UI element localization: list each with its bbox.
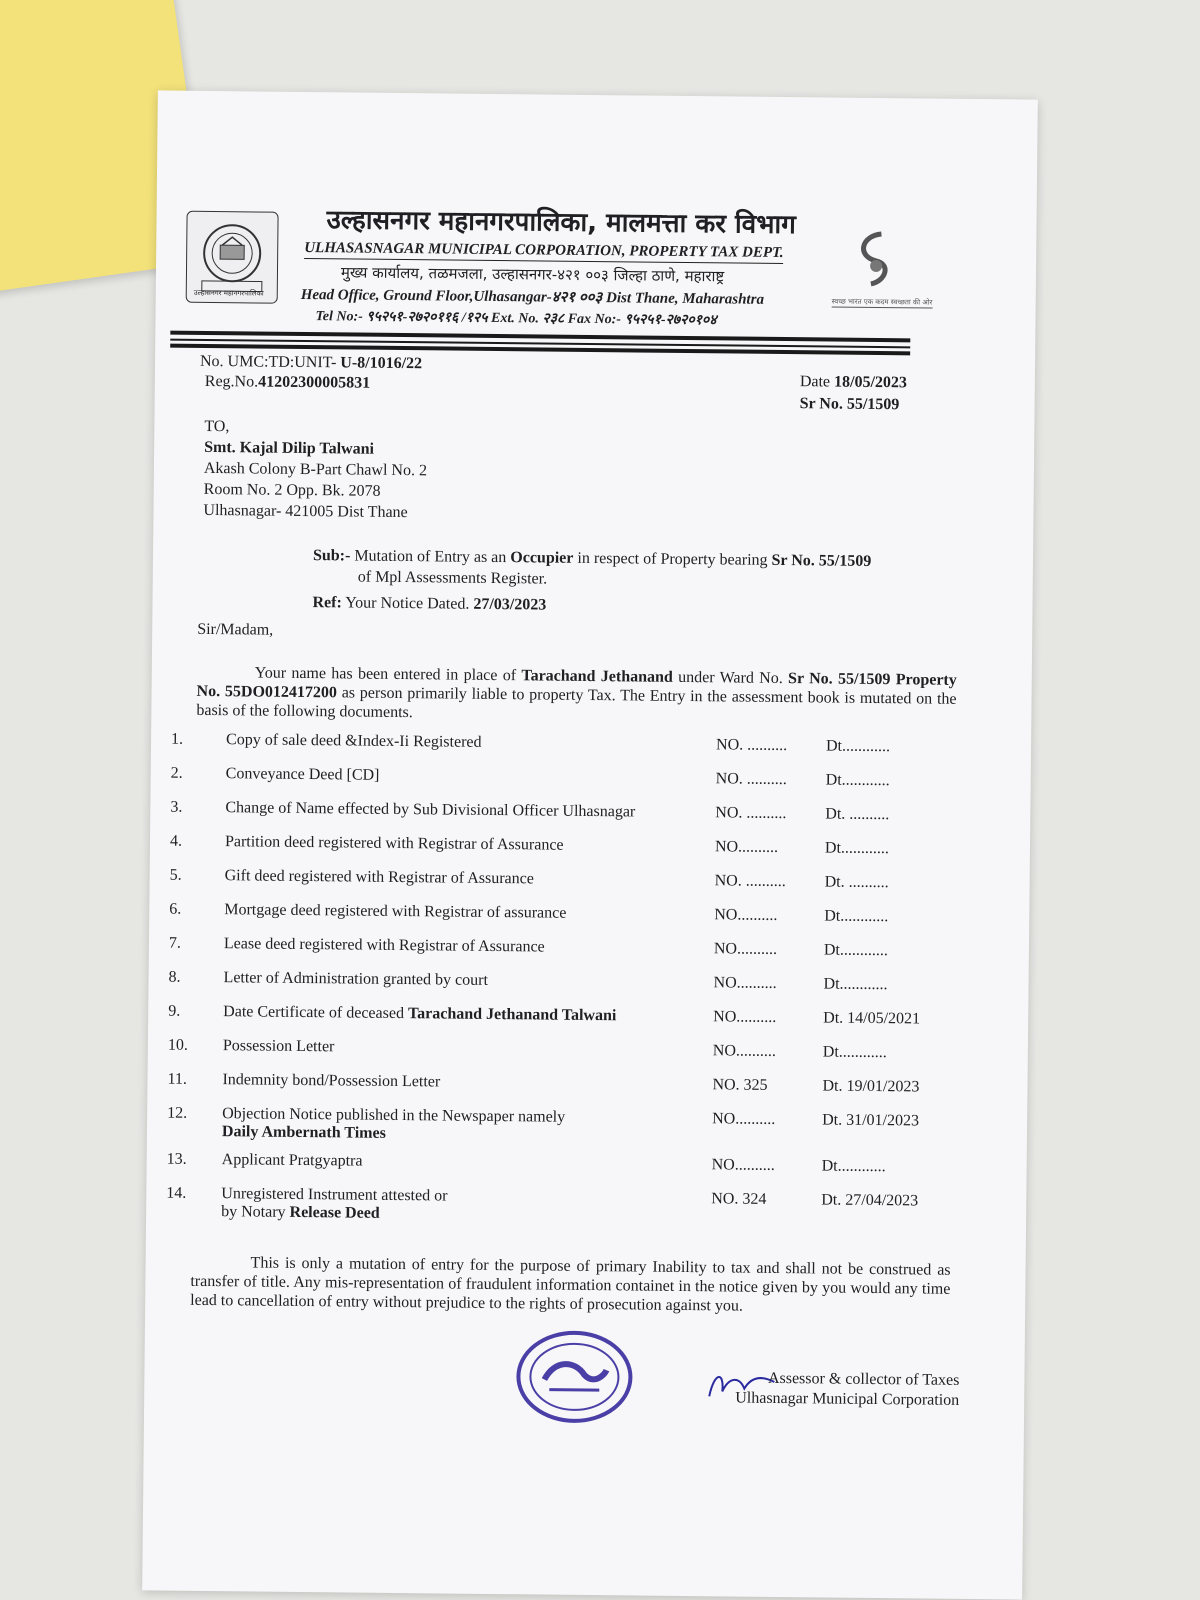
list-item: 14. Unregistered Instrument attested or by Notary Release Deed NO. 324 Dt. 27/04/2023 (166, 1184, 919, 1222)
list-item: 6. Mortgage deed registered with Registrar of assurance NO.......... Dt............ (169, 900, 889, 926)
recipient-address: Akash Colony B-Part Chawl No. 2 (203, 459, 428, 480)
list-item: 3. Change of Name effected by Sub Divisional Officer Ulhasnagar NO. .......... Dt. .......... (170, 798, 890, 824)
letter-date: Date 18/05/2023 (799, 373, 908, 392)
recipient-address: Room No. 2 Opp. Bk. 2078 (203, 480, 381, 500)
reference-line: Ref: Your Notice Dated. 27/03/2023 (312, 594, 547, 614)
header-address-english: Head Office, Ground Floor,Ulhasangar-४२१ ००३ Dist Thane, Maharashtra (300, 286, 765, 308)
reference-number: No. UMC:TD:UNIT- U-8/1016/22 (199, 352, 423, 373)
salutation: Sir/Madam, (197, 620, 274, 639)
recipient-address: Ulhasnagar- 421005 Dist Thane (203, 501, 408, 522)
list-item: 12. Objection Notice published in the Newspaper namely Daily Ambernath Times NO.......... Dt. 31/01/2023 (167, 1104, 920, 1142)
recipient-name: Smt. Kajal Dilip Talwani (204, 438, 375, 458)
documents-list (166, 731, 961, 1239)
to-label: TO, (204, 417, 230, 436)
list-item: 10. Possession Letter NO.......... Dt............ (167, 1036, 887, 1062)
right-logo-caption: स्वच्छ भारत एक कदम स्वच्छता की ओर (831, 297, 933, 307)
list-item: 7. Lease deed registered with Registrar of Assurance NO.......... Dt............ (168, 934, 888, 960)
emblem-caption: उल्हासनगर महानगरपालिका (193, 288, 264, 298)
list-item: 8. Letter of Administration granted by court NO.......... Dt............ (168, 968, 888, 994)
letter-page (142, 90, 1038, 1599)
list-item: 1. Copy of sale deed &Index-Ii Registered NO. .......... Dt............ (170, 730, 891, 756)
registration-number: Reg.No.41202300005831 (204, 372, 371, 392)
list-item: 2. Conveyance Deed [CD] NO. .......... Dt............ (170, 764, 890, 790)
signature-block (699, 1368, 959, 1411)
serial-number: Sr No. 55/1509 (799, 395, 900, 414)
list-item: 4. Partition deed registered with Registrar of Assurance NO.......... Dt............ (169, 832, 890, 858)
header-telephone: Tel No:- ९५२५१-२७२०११६ /१२५ Ext. No. २३८ Fax No:- ९५२५१-२७२०१०४ (315, 309, 717, 329)
closing-paragraph: This is only a mutation of entry for the purpose of primary Inability to tax and shall not be construed as transfer of title. Any mis-representation of fraudulent information containet in the notice given by you would any time lead to cancellation of entry without prejudice to the rights of prosecution against you. (190, 1254, 951, 1315)
intro-paragraph: Your name has been entered in place of Tarachand Jethanand under Ward No. Sr No. 55/1509 Property No. 55DO012417200 as person primarily liable to property Tax. The Entry in the assessment book is mutated on the basis of the following documents. (196, 664, 957, 722)
recipient-block (203, 416, 427, 523)
official-stamp-icon (514, 1329, 635, 1425)
signatory-title: Assessor & collector of Taxes (767, 1369, 960, 1389)
header-title-marathi: उल्हासनगर महानगरपालिका, मालमत्ता कर विभाग (326, 205, 796, 241)
header-address-marathi: मुख्य कार्यालय, तळमजला, उल्हासनगर-४२१ ००३ जिल्हा ठाणे, महाराष्ट्र (340, 263, 725, 286)
list-item: 9. Date Certificate of deceased Tarachand Jethanand Talwani NO.......... Dt. 14/05/2021 (168, 1002, 921, 1028)
list-item: 13. Applicant Pratgyaptra NO.......... Dt............ (166, 1150, 886, 1176)
subject-line: Sub:- Mutation of Entry as an Occupier in respect of Property bearing Sr No. 55/1509 (312, 547, 872, 570)
list-item: 11. Indemnity bond/Possession Letter NO. 325 Dt. 19/01/2023 (167, 1070, 920, 1096)
signatory-organization: Ulhasnagar Municipal Corporation (735, 1389, 960, 1409)
list-item: 5. Gift deed registered with Registrar of Assurance NO. .......... Dt. .......... (169, 866, 889, 892)
header-title-english: ULHASASNAGAR MUNICIPAL CORPORATION, PROPERTY TAX DEPT. (304, 240, 784, 264)
subject-line-2: of Mpl Assessments Register. (357, 568, 548, 588)
